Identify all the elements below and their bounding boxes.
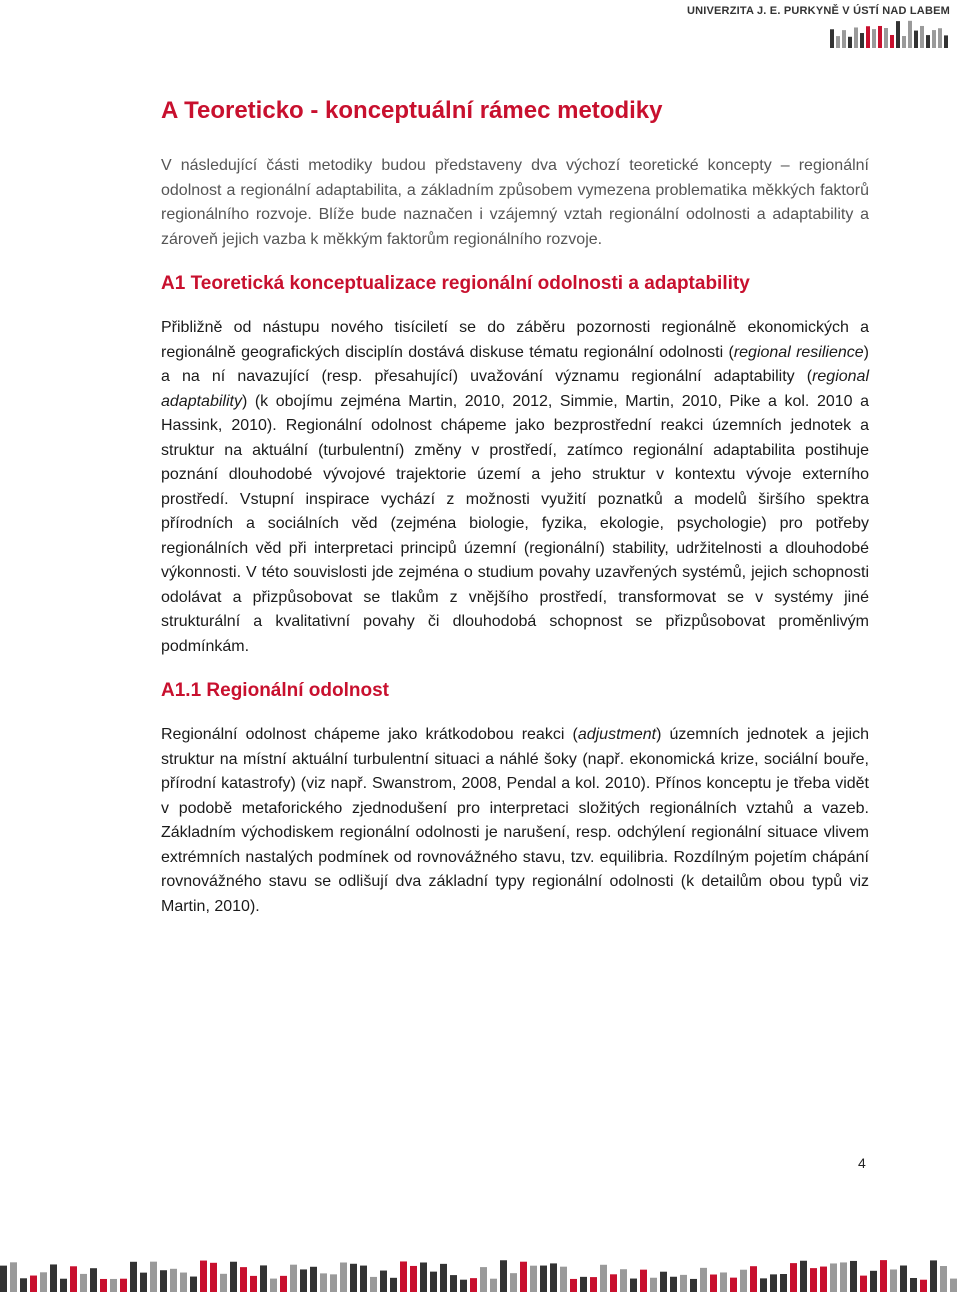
logo-bar-14 <box>914 31 918 48</box>
footer-bar-8 <box>80 1274 87 1292</box>
logo-bar-12 <box>902 36 906 48</box>
footer-bar-25 <box>250 1276 257 1292</box>
logo-bar-2 <box>842 30 846 48</box>
footer-bar-94 <box>940 1266 947 1292</box>
a1-text-2: ) a na ní navazující (resp. přesahující) uvažování významu regionální adaptability ( <box>161 343 869 385</box>
footer-bar-86 <box>860 1276 867 1292</box>
footer-bar-87 <box>870 1271 877 1292</box>
page-content <box>161 96 869 919</box>
footer-bar-6 <box>60 1279 67 1292</box>
footer-bar-50 <box>500 1260 507 1292</box>
footer-bar-20 <box>200 1261 207 1292</box>
footer-bar-15 <box>150 1262 157 1292</box>
footer-bar-75 <box>750 1266 757 1292</box>
logo-bar-0 <box>830 29 834 48</box>
footer-bar-71 <box>710 1275 717 1292</box>
footer-bar-64 <box>640 1270 647 1292</box>
a11-term-adjustment: adjustment <box>577 726 657 743</box>
footer-bar-84 <box>840 1262 847 1292</box>
footer-bar-77 <box>770 1274 777 1292</box>
footer-bar-69 <box>690 1279 697 1292</box>
footer-bar-37 <box>370 1277 377 1292</box>
institution-name: UNIVERZITA J. E. PURKYNĚ V ÚSTÍ NAD LABEM <box>686 5 950 17</box>
footer-bar-62 <box>620 1269 627 1292</box>
a1-term-resilience: regional resilience <box>733 343 864 361</box>
footer-bar-18 <box>180 1273 187 1292</box>
intro-paragraph: V následující části metodiky budou představeny dva výchozí teoretické koncepty – regionální odolnost a regionální adaptabilita, a základním způsobem vymezena problematika měkkých faktorů regionálního rozvoje. Blíže bude naznačen i vzájemný vztah regionální odolnosti a adaptability a zároveň jejich vazba k měkkým faktorům regionálního rozvoje. <box>161 157 869 248</box>
footer-bar-49 <box>490 1279 497 1292</box>
footer-bar-46 <box>460 1280 467 1292</box>
logo-bar-19 <box>944 35 948 48</box>
logo-bar-18 <box>938 28 942 48</box>
footer-bar-32 <box>320 1273 327 1292</box>
footer-bar-79 <box>790 1263 797 1292</box>
footer-bar-27 <box>270 1279 277 1292</box>
footer-bar-34 <box>340 1262 347 1292</box>
footer-bar-55 <box>550 1263 557 1292</box>
footer-bar-24 <box>240 1267 247 1292</box>
footer-bar-60 <box>600 1265 607 1292</box>
footer-bar-12 <box>120 1279 127 1292</box>
footer-bar-33 <box>330 1274 337 1292</box>
subsection-a11-title: A1.1 Regionální odolnost <box>161 680 390 701</box>
a1-text-3: ) (k obojímu zejména Martin, 2010, 2012, Simmie, Martin, 2010, Pike a kol. 2010 a Hassink, 2010). Regionální odolnost chápeme jako bezprostřední reakci územních jednotek a struktur na aktuální (turbulentní) změny v prostředí, zatímco regionální adaptabilita postihuje poznání dlouhodobé vývojové trajektorie území a jeho struktur v kontextu vývoje externího prostředí. Vstupní inspirace vychází z možnosti využití poznatků a modelů širšího spektra přírodních a sociálních věd (zejména biologie, fyzika, ekologie, psychologie) pro potřeby regionálních věd při interpretaci principů územní (regionální) stability, udržitelnosti a dlouhodobé výkonnosti. V této souvislosti jde zejména o studium povahy uzavřených systémů, jejich schopnosti odolávat a přizpůsobovat se tlakům z vnějšího prostředí, transformovat se v systémy jiné strukturální a kvalitativní povahy či dlouhodobá schopnost se přizpůsobovat proměnlivým podmínkám. <box>161 392 869 655</box>
footer-bar-54 <box>540 1266 547 1292</box>
footer-bar-5 <box>50 1264 57 1292</box>
footer-bar-0 <box>0 1266 7 1292</box>
footer-bar-13 <box>130 1262 137 1292</box>
footer-bar-53 <box>530 1266 537 1292</box>
footer-bar-58 <box>580 1277 587 1292</box>
footer-bar-31 <box>310 1267 317 1292</box>
logo-bar-3 <box>848 37 852 48</box>
logo-bar-15 <box>920 26 924 48</box>
footer-bar-74 <box>740 1270 747 1292</box>
a1-text-1: Přibližně od nástupu nového tisíciletí se do záběru pozornosti regionálně ekonomických a regionálně geografických disciplín dostává diskuse tématu regionální odolnosti ( <box>161 319 869 361</box>
footer-bar-83 <box>830 1263 837 1292</box>
footer-bar-38 <box>380 1271 387 1292</box>
footer-bar-41 <box>410 1266 417 1292</box>
footer-bar-56 <box>560 1267 567 1292</box>
footer-bar-52 <box>520 1262 527 1292</box>
a11-text-1: Regionální odolnost chápeme jako krátkodobou reakci ( <box>161 726 578 743</box>
footer-bar-19 <box>190 1277 197 1292</box>
footer-bar-2 <box>20 1278 27 1292</box>
a11-paragraph <box>161 723 869 919</box>
footer-bar-95 <box>950 1279 957 1292</box>
footer-bar-70 <box>700 1268 707 1292</box>
a11-text-2: ) územních jednotek a jejich struktur na místní aktuální turbulentní situaci a náhlé šoky (např. ekonomická krize, sociální bouře, přírodní katastrofy) (viz např. Swanstrom, 2008, Pendal a kol. 2010). Přínos konceptu je třeba vidět v podobě metaforického zjednodušení pro interpretaci složitých regionálních vztahů a vazeb. Základním východiskem regionální odolnosti je narušení, resp. odchýlení regionální situace vlivem extrémních nastalých podmínek od rovnovážného stavu, tzv. equilibria. Rozdílným pojetím chápání rovnovážného stavu se odlišují dva základní typy regionální odolnosti (k detailům obou typů viz Martin, 2010). <box>161 726 870 915</box>
footer-bar-78 <box>780 1274 787 1292</box>
footer-bar-11 <box>110 1279 117 1292</box>
logo-bar-11 <box>896 21 900 48</box>
a1-paragraph <box>161 316 869 659</box>
page-number: 4 <box>858 1155 866 1171</box>
subsection-a1-title: A1 Teoretická konceptualizace regionální odolnosti a adaptability <box>161 273 750 294</box>
logo-bar-7 <box>872 29 876 48</box>
logo-bar-17 <box>932 30 936 48</box>
footer-bar-36 <box>360 1266 367 1292</box>
footer-bar-85 <box>850 1261 857 1292</box>
footer-bars-decoration <box>0 1260 960 1292</box>
footer-bar-44 <box>440 1264 447 1292</box>
footer-bar-47 <box>470 1278 477 1292</box>
footer-bar-22 <box>220 1274 227 1292</box>
footer-bar-43 <box>430 1272 437 1292</box>
footer-bar-59 <box>590 1277 597 1292</box>
footer-bar-29 <box>290 1265 297 1292</box>
footer-bar-10 <box>100 1279 107 1292</box>
footer-bar-23 <box>230 1262 237 1292</box>
footer-bar-57 <box>570 1279 577 1292</box>
footer-bar-66 <box>660 1272 667 1292</box>
footer-bar-91 <box>910 1278 917 1292</box>
footer-bar-93 <box>930 1260 937 1292</box>
footer-bar-80 <box>800 1261 807 1292</box>
footer-bar-65 <box>650 1278 657 1292</box>
footer-bar-35 <box>350 1264 357 1292</box>
footer-bar-9 <box>90 1268 97 1292</box>
footer-bar-61 <box>610 1274 617 1292</box>
footer-bar-68 <box>680 1275 687 1292</box>
footer-bar-26 <box>260 1265 267 1292</box>
footer-bar-3 <box>30 1276 37 1292</box>
footer-bar-39 <box>390 1278 397 1292</box>
footer-bar-45 <box>450 1275 457 1292</box>
logo-bar-13 <box>908 21 912 48</box>
footer-bar-14 <box>140 1273 147 1292</box>
footer-bar-48 <box>480 1267 487 1292</box>
logo-bar-4 <box>854 27 858 48</box>
section-title: A Teoreticko - konceptuální rámec metodiky <box>161 97 663 124</box>
logo-bar-16 <box>926 35 930 48</box>
footer-bar-81 <box>810 1268 817 1292</box>
footer-bar-76 <box>760 1278 767 1292</box>
logo-bar-9 <box>884 28 888 48</box>
footer-bar-7 <box>70 1266 77 1292</box>
footer-bar-16 <box>160 1270 167 1292</box>
footer-bar-63 <box>630 1279 637 1292</box>
logo-bars-icon <box>830 20 950 48</box>
footer-bar-17 <box>170 1269 177 1292</box>
footer-bar-30 <box>300 1269 307 1292</box>
footer-bar-73 <box>730 1278 737 1292</box>
footer-bar-67 <box>670 1277 677 1292</box>
logo-bar-5 <box>860 33 864 48</box>
logo-bar-8 <box>878 26 882 48</box>
footer-bar-21 <box>210 1263 217 1292</box>
logo-bar-1 <box>836 36 840 48</box>
footer-bar-90 <box>900 1266 907 1292</box>
footer-bar-1 <box>10 1262 17 1292</box>
logo-bar-10 <box>890 35 894 48</box>
footer-bar-42 <box>420 1262 427 1292</box>
footer-bar-51 <box>510 1273 517 1292</box>
footer-bar-28 <box>280 1276 287 1292</box>
footer-bar-89 <box>890 1269 897 1292</box>
footer-bar-92 <box>920 1280 927 1292</box>
footer-bar-72 <box>720 1272 727 1292</box>
logo-bar-6 <box>866 26 870 48</box>
footer-bar-4 <box>40 1272 47 1292</box>
a1-term-adaptability: regional adaptability <box>161 368 869 410</box>
footer-bar-82 <box>820 1267 827 1292</box>
university-logo <box>687 4 950 18</box>
footer-bar-40 <box>400 1261 407 1292</box>
footer-bar-88 <box>880 1260 887 1292</box>
